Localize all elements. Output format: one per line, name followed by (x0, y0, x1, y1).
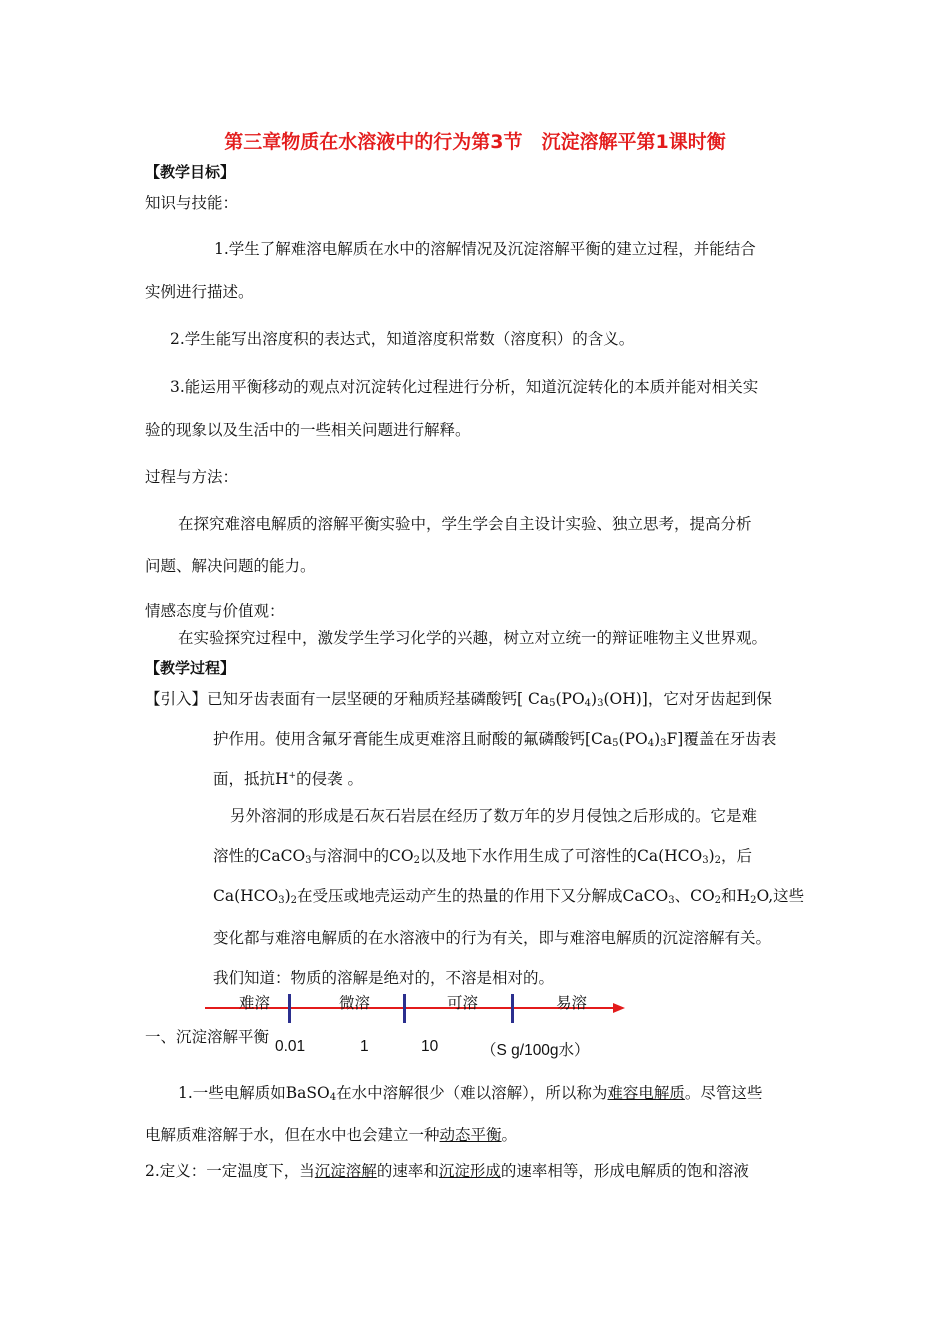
scale-value-10: 10 (421, 1038, 439, 1055)
term-precipitate-dissolution: 沉淀溶解 (314, 1162, 377, 1180)
scale-tick-1 (288, 994, 291, 1023)
cave-line-1: 另外溶洞的形成是石灰石岩层在经历了数万年的岁月侵蚀之后形成的。它是难 (230, 807, 758, 825)
term-insoluble-electrolyte: 难容电解质 (607, 1084, 685, 1102)
intro-line-2: 护作用。使用含氟牙膏能生成更难溶且耐酸的氟磷酸钙$[Ca_5(PO_4)_3F]$覆盖在牙齿表 (213, 730, 777, 749)
goal-3-line-2: 验的现象以及生活中的一些相关问题进行解释。 (145, 421, 471, 439)
emotion-label: 情感态度与价值观： (145, 602, 285, 620)
scale-value-0-01: 0.01 (275, 1038, 306, 1055)
intro-tag: 【引入】 (145, 690, 208, 708)
para-1-line-2: 电解质难溶解于水，但在水中也会建立一种动态平衡。 (145, 1126, 518, 1144)
goal-1-line-1: 1.学生了解难溶电解质在水中的溶解情况及沉淀溶解平衡的建立过程，并能结合 (214, 240, 756, 258)
scale-unit: （S g/100g水） (481, 1042, 590, 1059)
process-line-2: 问题、解决问题的能力。 (145, 557, 316, 575)
scale-label-slightly-soluble: 微溶 (339, 994, 371, 1012)
cave-line-3: $Ca(HCO_3)_2$在受压或地壳运动产生的热量的作用下又分解成CaCO$_3$、$CO_2$和$H_2O$,这些 (213, 887, 805, 906)
scale-label-insoluble: 难溶 (239, 994, 271, 1012)
scale-label-soluble: 可溶 (447, 994, 479, 1012)
cave-line-4: 变化都与难溶电解质的在水溶液中的行为有关，即与难溶电解质的沉淀溶解有关。 (213, 929, 772, 947)
teaching-heading: 【教学过程】 (145, 659, 236, 677)
para-2-line-1: 2.定义：一定温度下，当沉淀溶解的速率和沉淀形成的速率相等，形成电解质的饱和溶液 (145, 1162, 749, 1180)
scale-label-very-soluble: 易溶 (556, 994, 588, 1012)
para-1-line-1: 1.一些电解质如BaSO$_4$在水中溶解很少（难以溶解），所以称为难容电解质。尽管这些 (178, 1084, 763, 1103)
emotion-line: 在实验探究过程中，激发学生学习化学的兴趣，树立对立统一的辩证唯物主义世界观。 (178, 629, 768, 647)
intro-line-1: 【引入】已知牙齿表面有一层坚硬的牙釉质羟基磷酸钙[ $Ca_5(PO_4)_3(OH)$]，它对牙齿起到保 (145, 690, 772, 709)
scale-arrow-head (613, 1003, 625, 1013)
scale-tick-3 (511, 994, 514, 1023)
intro-line-3: 面，抵抗H+的侵袭 。 (213, 770, 364, 788)
term-precipitate-formation: 沉淀形成 (438, 1162, 501, 1180)
knowledge-label: 知识与技能： (145, 194, 239, 212)
scale-tick-2 (403, 994, 406, 1023)
goals-heading: 【教学目标】 (145, 163, 236, 181)
process-label: 过程与方法： (145, 468, 239, 486)
term-dynamic-equilibrium: 动态平衡 (439, 1126, 502, 1144)
process-line-1: 在探究难溶电解质的溶解平衡实验中，学生学会自主设计实验、独立思考，提高分析 (178, 515, 752, 533)
cave-line-2: 溶性的CaCO$_3$与溶洞中的$CO_2$以及地下水作用生成了可溶性的$Ca(HCO_3)_2$，后 (213, 847, 753, 866)
page-title: 第三章物质在水溶液中的行为第3节 沉淀溶解平第1课时衡 (224, 131, 726, 153)
section-1-heading: 一、沉淀溶解平衡 (145, 1028, 270, 1046)
goal-3-line-1: 3.能运用平衡移动的观点对沉淀转化过程进行分析，知道沉淀转化的本质并能对相关实 (170, 378, 759, 396)
goal-2: 2.学生能写出溶度积的表达式，知道溶度积常数（溶度积）的含义。 (170, 330, 635, 348)
cave-line-5: 我们知道：物质的溶解是绝对的，不溶是相对的。 (213, 969, 555, 987)
goal-1-line-2: 实例进行描述。 (145, 283, 254, 301)
scale-value-1: 1 (360, 1038, 369, 1055)
